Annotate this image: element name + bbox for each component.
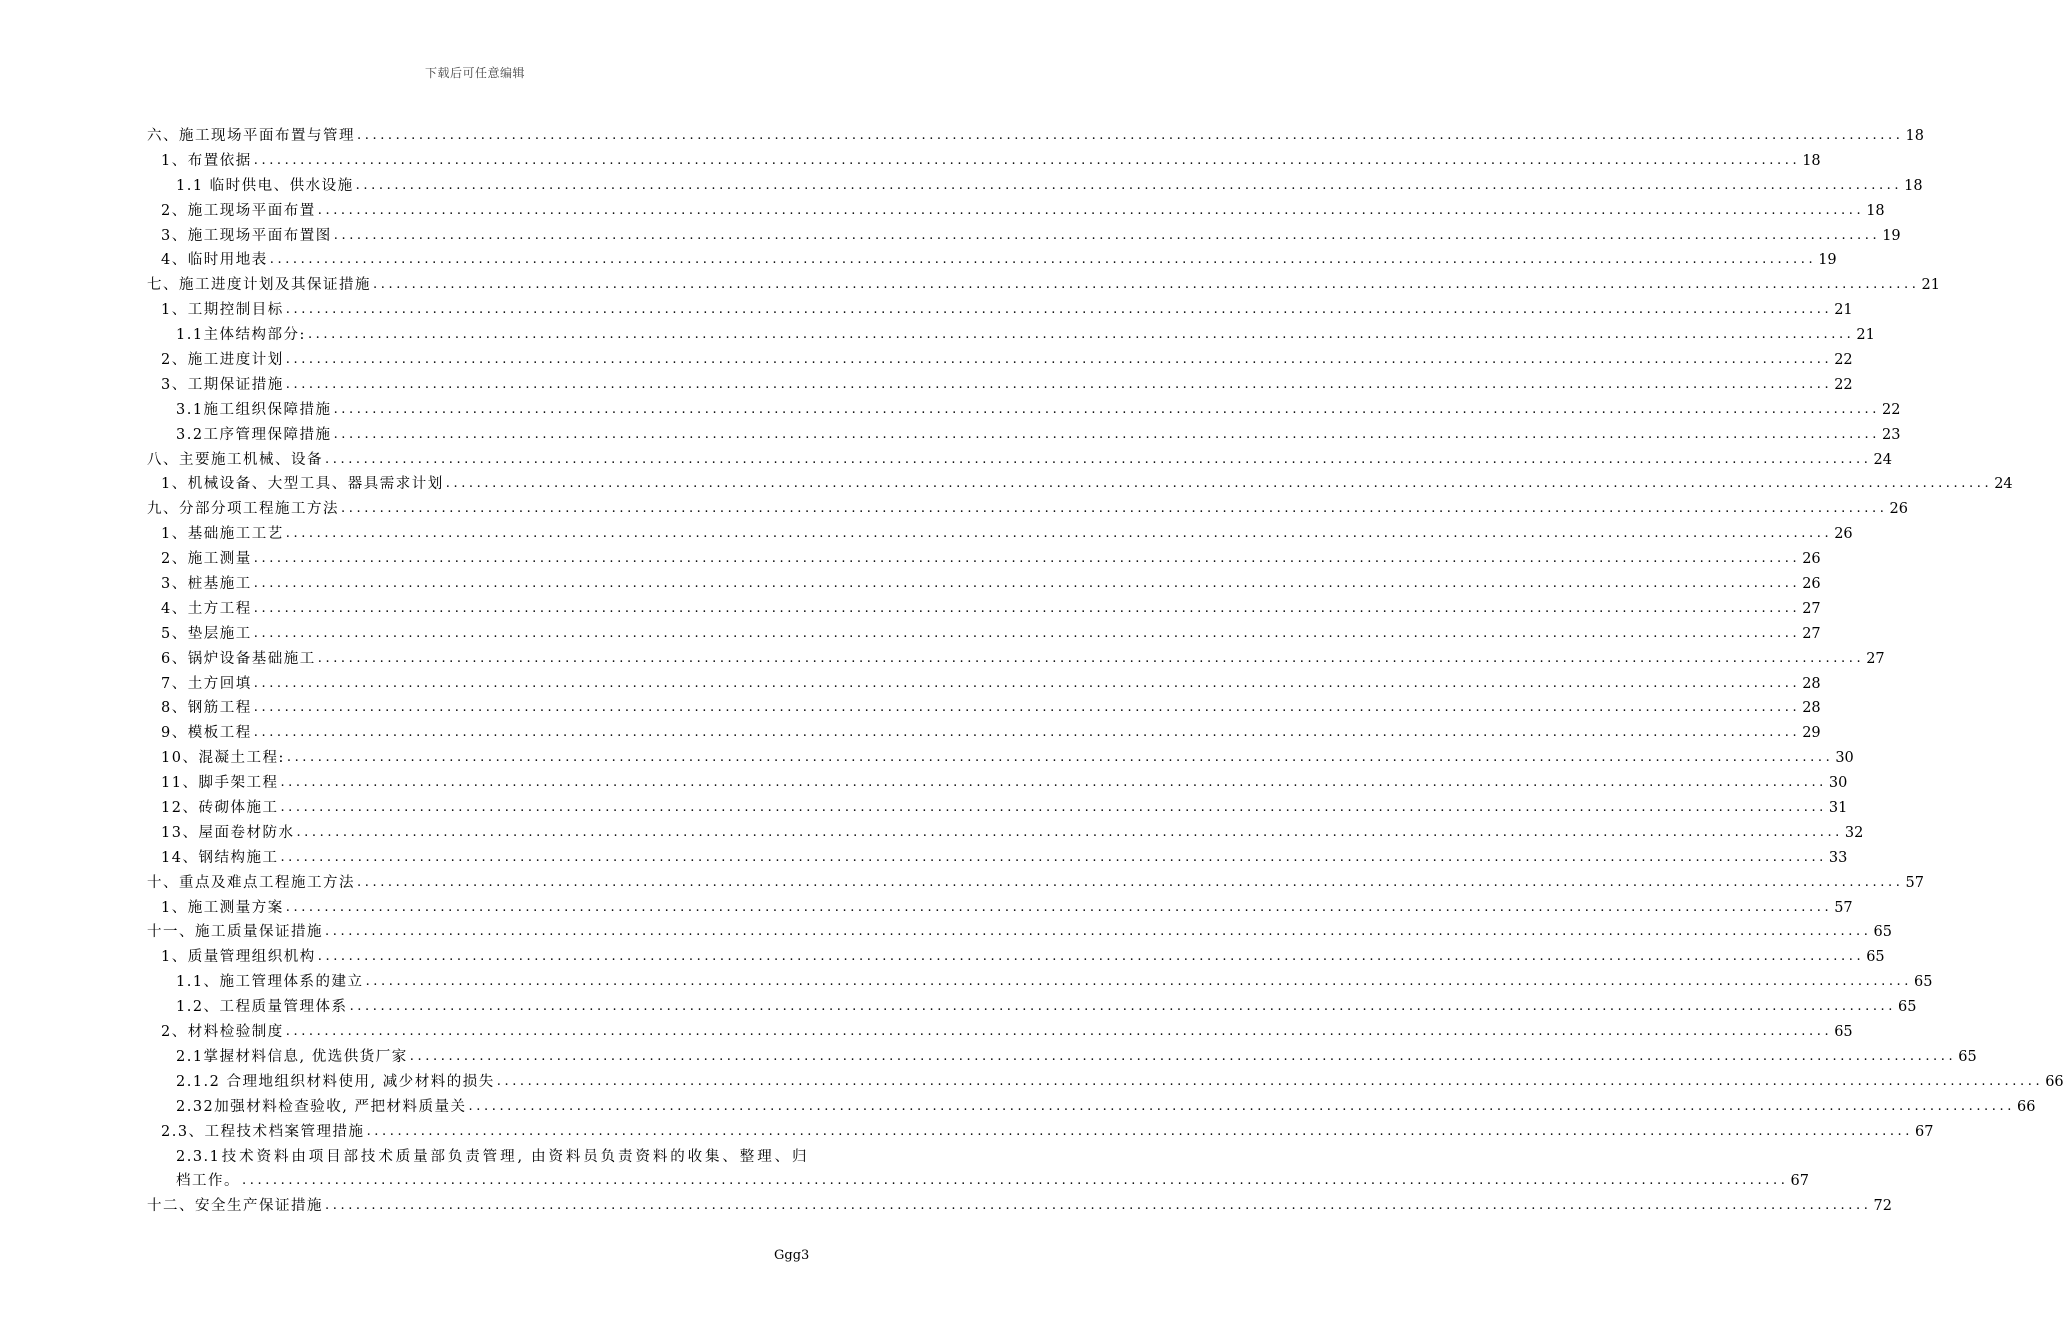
- toc-entry-label: 2.3、工程技术档案管理措施: [161, 1123, 365, 1140]
- toc-entry-label: 2.3.1技术资料由项目部技术质量部负责管理, 由资料员负责资料的收集、整理、归: [176, 1148, 808, 1165]
- toc-leader-dots: ........................................................................................................................................................................................................: [285, 526, 1833, 542]
- toc-entry[interactable]: [147, 846, 1848, 871]
- toc-entry-label: 1、施工测量方案: [161, 899, 284, 916]
- toc-leader-dots: ........................................................................................................................................................................................................: [325, 451, 1872, 467]
- toc-page-number: 24: [1994, 476, 2013, 493]
- toc-entry-label: 12、砖砌体施工: [161, 800, 279, 817]
- toc-entry-label: 2、施工进度计划: [161, 352, 284, 368]
- toc-page-number: 26: [1802, 576, 1821, 593]
- toc-entry-label-continued: 档工作。: [176, 1173, 240, 1190]
- toc-leader-dots: ........................................................................................................................................................................................................: [296, 824, 1843, 840]
- toc-entry-label: 1、基础施工工艺: [161, 526, 284, 543]
- toc-entry[interactable]: [147, 298, 1853, 323]
- toc-entry-label: 10、混凝土工程:: [161, 750, 285, 767]
- toc-leader-dots: ........................................................................................................................................................................................................: [445, 476, 1993, 492]
- toc-page-number: 33: [1828, 849, 1848, 866]
- toc-leader-dots: ........................................................................................................................................................................................................: [285, 1024, 1833, 1040]
- toc-entry-label: 6、锅炉设备基础施工: [161, 650, 316, 667]
- toc-page-number: 26: [1802, 551, 1821, 568]
- toc-page-number: 30: [1828, 775, 1848, 792]
- toc-entry[interactable]: [147, 1194, 1892, 1219]
- toc-entry-label: 9、模板工程: [161, 725, 252, 742]
- toc-entry[interactable]: [147, 423, 1901, 448]
- toc-entry[interactable]: [147, 398, 1901, 423]
- toc-entry-label: 3、工期保证措施: [161, 376, 284, 393]
- toc-entry-label: 1.1、施工管理体系的建立: [176, 974, 364, 991]
- toc-entry-label: 7、土方回填: [161, 675, 252, 692]
- toc-entry[interactable]: [147, 1020, 1853, 1045]
- toc-leader-dots: ........................................................................................................................................................................................................: [253, 152, 1801, 168]
- toc-page-number: 72: [1873, 1198, 1892, 1215]
- toc-leader-dots: ........................................................................................................................................................................................................: [253, 576, 1801, 592]
- toc-entry[interactable]: [147, 771, 1848, 796]
- toc-page-number: 26: [1889, 501, 1908, 518]
- toc-entry[interactable]: [147, 373, 1853, 398]
- toc-leader-dots: ........................................................................................................................................................................................................: [325, 924, 1872, 940]
- toc-page-number: 23: [1882, 426, 1901, 443]
- toc-entry[interactable]: [147, 472, 2013, 497]
- toc-leader-dots: ........................................................................................................................................................................................................: [253, 625, 1801, 641]
- toc-page-number: 57: [1834, 899, 1853, 916]
- toc-page-number: 24: [1873, 451, 1892, 468]
- toc-leader-dots: ........................................................................................................................................................................................................: [366, 1123, 1914, 1139]
- toc-page-number: 21: [1921, 277, 1940, 294]
- toc-page-number: 32: [1844, 824, 1864, 841]
- toc-entry-label: 十一、施工质量保证措施: [147, 924, 323, 941]
- toc-entry[interactable]: [147, 174, 1923, 199]
- toc-page-number: 18: [1802, 152, 1821, 169]
- toc-entry[interactable]: [147, 224, 1901, 249]
- toc-entry[interactable]: [147, 273, 1940, 298]
- toc-entry-label: 2.1掌握材料信息, 优选供货厂家: [176, 1048, 408, 1065]
- toc-entry[interactable]: [147, 124, 1924, 149]
- toc-entry[interactable]: [147, 248, 1837, 273]
- toc-page-number: 65: [1898, 999, 1917, 1016]
- toc-entry[interactable]: [147, 647, 1885, 672]
- toc-entry-label: 2、施工现场平面布置: [161, 202, 316, 219]
- toc-entry-label: 八、主要施工机械、设备: [147, 451, 323, 468]
- toc-entry-label: 14、钢结构施工: [161, 849, 279, 866]
- toc-page-number: 21: [1856, 327, 1875, 344]
- toc-leader-dots: ........................................................................................................................................................................................................: [286, 750, 1834, 766]
- toc-entry-label: 六、施工现场平面布置与管理: [147, 127, 355, 144]
- toc-page-number: 27: [1866, 650, 1885, 667]
- toc-leader-dots: ........................................................................................................................................................................................................: [409, 1048, 1957, 1064]
- toc-entry-label: 1.1主体结构部分:: [176, 327, 306, 344]
- toc-leader-dots: ........................................................................................................................................................................................................: [317, 202, 1865, 218]
- toc-entry[interactable]: [147, 821, 1864, 846]
- toc-page-number: 22: [1834, 352, 1853, 368]
- toc-page-number: 29: [1802, 725, 1821, 742]
- toc-page-number: 31: [1828, 800, 1848, 817]
- toc-entry[interactable]: [147, 597, 1821, 622]
- toc-page-number: 19: [1818, 252, 1837, 269]
- toc-entry-label: 九、分部分项工程施工方法: [147, 501, 339, 518]
- toc-leader-dots: ........................................................................................................................................................................................................: [285, 352, 1833, 367]
- toc-entry[interactable]: [147, 746, 1854, 771]
- toc-leader-dots: ........................................................................................................................................................................................................: [253, 725, 1801, 741]
- toc-entry-label: 4、临时用地表: [161, 252, 268, 269]
- toc-page-number: 27: [1802, 600, 1821, 617]
- toc-entry-label: 11、脚手架工程: [161, 775, 279, 792]
- toc-entry-label: 2.32加强材料检查验收, 严把材料质量关: [176, 1098, 467, 1115]
- toc-entry-label: 3.1施工组织保障措施: [176, 401, 332, 418]
- page-footer: Ggg3: [774, 1248, 810, 1263]
- toc-entry[interactable]: [147, 348, 1853, 373]
- toc-page-number: 26: [1834, 526, 1853, 543]
- toc-leader-dots: ........................................................................................................................................................................................................: [333, 227, 1881, 243]
- toc-entry-label: 4、土方工程: [161, 600, 252, 617]
- toc-entry[interactable]: [147, 547, 1821, 572]
- toc-entry-label: 1、质量管理组织机构: [161, 949, 316, 966]
- toc-entry[interactable]: [147, 323, 1875, 348]
- toc-leader-dots: ........................................................................................................................................................................................................: [285, 899, 1833, 915]
- toc-entry[interactable]: [147, 497, 1908, 522]
- toc-entry-label: 十、重点及难点工程施工方法: [147, 874, 355, 891]
- toc-page-number: 67: [1790, 1173, 1809, 1190]
- toc-page-number: 65: [1834, 1024, 1853, 1041]
- toc-page-number: 28: [1802, 700, 1821, 717]
- toc-leader-dots: ........................................................................................................................................................................................................: [468, 1098, 2015, 1114]
- toc-entry-continuation: [176, 1169, 1809, 1194]
- toc-page-number: 65: [1914, 974, 1933, 991]
- toc-leader-dots: ........................................................................................................................................................................................................: [317, 949, 1865, 965]
- toc-entry[interactable]: [147, 522, 1853, 547]
- toc-page-number: 66: [2016, 1098, 2036, 1115]
- toc-entry[interactable]: [147, 149, 1821, 174]
- toc-entry[interactable]: [147, 721, 1821, 746]
- toc-entry[interactable]: [147, 572, 1821, 597]
- toc-page-number: 66: [2045, 1073, 2064, 1090]
- toc-page-number: 57: [1905, 874, 1924, 891]
- toc-entry-label: 5、垫层施工: [161, 625, 252, 642]
- toc-leader-dots: ........................................................................................................................................................................................................: [365, 974, 1913, 990]
- toc-entry-label: 8、钢筋工程: [161, 700, 252, 717]
- toc-leader-dots: ........................................................................................................................................................................................................: [280, 849, 1827, 865]
- toc-leader-dots: ........................................................................................................................................................................................................: [285, 302, 1833, 318]
- toc-entry[interactable]: [147, 896, 1853, 921]
- toc-entry-label: 2、施工测量: [161, 551, 252, 568]
- toc-entry-label: 3.2工序管理保障措施: [176, 426, 332, 443]
- toc-entry-label: 1.1 临时供电、供水设施: [176, 177, 354, 194]
- toc-page-number: 30: [1835, 750, 1854, 767]
- toc-leader-dots: ........................................................................................................................................................................................................: [496, 1073, 2044, 1089]
- toc-page-number: 19: [1882, 227, 1901, 244]
- toc-page-number: 22: [1882, 401, 1901, 418]
- toc-entry-label: 1、布置依据: [161, 152, 252, 169]
- toc-entry-label: 2.1.2 合理地组织材料使用, 减少材料的损失: [176, 1073, 495, 1090]
- toc-entry[interactable]: [147, 622, 1821, 647]
- toc-entry[interactable]: [147, 672, 1821, 697]
- toc-entry-label: 十二、安全生产保证措施: [147, 1198, 323, 1215]
- toc-leader-dots: ........................................................................................................................................................................................................: [373, 277, 1920, 293]
- toc-entry-label: 1、机械设备、大型工具、器具需求计划: [161, 476, 444, 493]
- toc-page-number: 27: [1802, 625, 1821, 642]
- toc-page-number: 22: [1834, 376, 1853, 393]
- toc-page-number: 67: [1915, 1123, 1934, 1140]
- toc-entry[interactable]: [147, 448, 1892, 473]
- toc-leader-dots: ........................................................................................................................................................................................................: [357, 874, 1904, 890]
- toc-entry[interactable]: [147, 871, 1924, 896]
- toc-entry-label: 3、施工现场平面布置图: [161, 227, 332, 244]
- toc-entry[interactable]: [147, 995, 1917, 1020]
- toc-page-number: 18: [1905, 127, 1924, 144]
- toc-leader-dots: ........................................................................................................................................................................................................: [253, 700, 1801, 716]
- toc-leader-dots: ........................................................................................................................................................................................................: [355, 177, 1903, 193]
- toc-entry-label: 1、工期控制目标: [161, 302, 284, 319]
- toc-entry[interactable]: [147, 921, 1892, 946]
- toc-leader-dots: ........................................................................................................................................................................................................: [325, 1198, 1872, 1214]
- toc-entry[interactable]: [147, 1045, 1977, 1070]
- toc-leader-dots: ........................................................................................................................................................................................................: [253, 600, 1801, 616]
- toc-page-number: 18: [1866, 202, 1885, 219]
- toc-entry-label: 1.2、工程质量管理体系: [176, 999, 348, 1016]
- toc-leader-dots: ........................................................................................................................................................................................................: [349, 999, 1897, 1015]
- toc-entry-label: 3、桩基施工: [161, 576, 252, 593]
- toc-page-number: 65: [1866, 949, 1885, 966]
- toc-entry[interactable]: [147, 970, 1933, 995]
- toc-leader-dots: ........................................................................................................................................................................................................: [253, 675, 1801, 691]
- toc-leader-dots: ........................................................................................................................................................................................................: [285, 376, 1833, 392]
- toc-leader-dots: ........................................................................................................................................................................................................: [307, 327, 1855, 343]
- toc-entry[interactable]: [147, 945, 1885, 970]
- toc-leader-dots: ........................................................................................................................................................................................................: [333, 426, 1881, 442]
- toc-page-number: 28: [1802, 675, 1821, 692]
- toc-page-number: 65: [1873, 924, 1892, 941]
- toc-entry[interactable]: [147, 1120, 1934, 1145]
- toc-leader-dots: ........................................................................................................................................................................................................: [280, 775, 1827, 791]
- toc-page-number: 18: [1904, 177, 1923, 194]
- toc-leader-dots: ........................................................................................................................................................................................................: [333, 401, 1881, 417]
- toc-entry-label: 2、材料检验制度: [161, 1024, 284, 1041]
- toc-entry-wrapped[interactable]: [147, 1145, 1809, 1195]
- toc-entry-label: 七、施工进度计划及其保证措施: [147, 277, 371, 294]
- toc-page-number: 65: [1958, 1048, 1977, 1065]
- toc-entry[interactable]: [147, 1070, 2064, 1095]
- toc-leader-dots: ........................................................................................................................................................................................................: [280, 800, 1827, 816]
- table-of-contents: [147, 124, 2064, 1219]
- toc-leader-dots: ........................................................................................................................................................................................................: [317, 650, 1865, 666]
- toc-leader-dots: ........................................................................................................................................................................................................: [242, 1173, 1789, 1189]
- toc-leader-dots: ........................................................................................................................................................................................................: [253, 551, 1801, 567]
- page-header: 下载后可任意编辑: [424, 66, 525, 80]
- toc-entry[interactable]: [147, 1095, 2036, 1120]
- toc-leader-dots: ........................................................................................................................................................................................................: [269, 252, 1817, 268]
- toc-leader-dots: ........................................................................................................................................................................................................: [357, 127, 1904, 143]
- toc-entry[interactable]: [147, 199, 1885, 224]
- toc-page-number: 21: [1834, 302, 1853, 319]
- toc-entry[interactable]: [147, 796, 1848, 821]
- toc-entry[interactable]: [147, 696, 1821, 721]
- toc-leader-dots: ........................................................................................................................................................................................................: [341, 501, 1888, 517]
- toc-entry-label: 13、屋面卷材防水: [161, 824, 295, 841]
